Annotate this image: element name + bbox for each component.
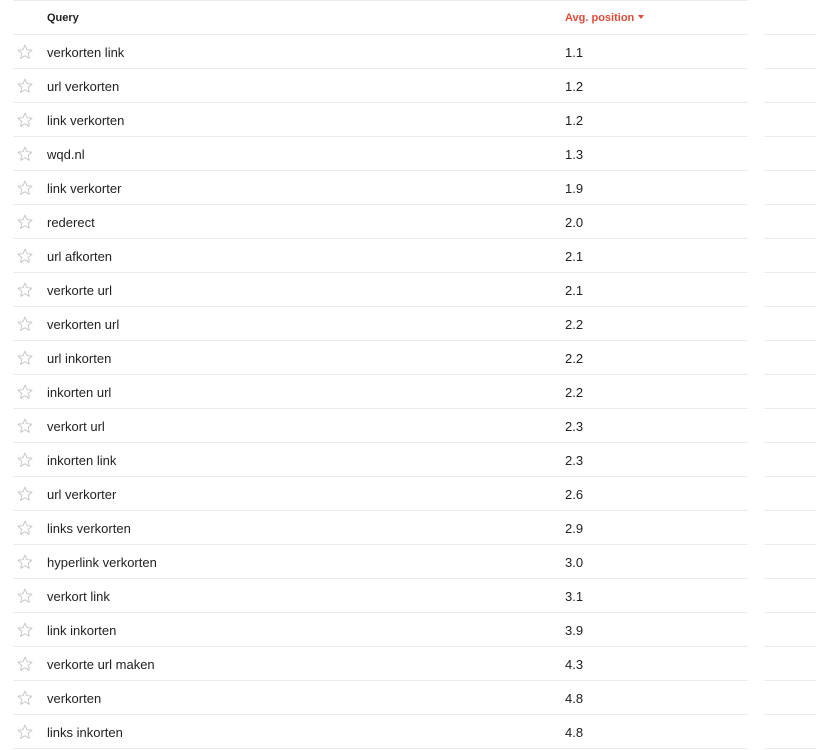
query-cell[interactable]: verkorten (47, 691, 102, 706)
row-divider (764, 306, 816, 307)
query-cell[interactable]: rederect (47, 215, 95, 230)
query-cell[interactable]: hyperlink verkorten (47, 555, 157, 570)
query-cell[interactable]: verkort link (47, 589, 110, 604)
avg-position-cell: 1.1 (565, 45, 584, 60)
avg-position-cell: 2.2 (565, 317, 584, 332)
row-divider (764, 102, 816, 103)
query-cell[interactable]: url verkorter (47, 487, 117, 502)
table-row[interactable] (13, 613, 748, 647)
query-cell[interactable]: links inkorten (47, 725, 123, 740)
query-cell[interactable]: verkorten link (47, 45, 125, 60)
table-row[interactable] (13, 205, 748, 239)
avg-position-cell: 2.6 (565, 487, 584, 502)
row-divider (764, 204, 816, 205)
avg-position-cell: 2.9 (565, 521, 584, 536)
queries-table (13, 0, 748, 749)
query-cell[interactable]: url afkorten (47, 249, 113, 264)
query-cell[interactable]: verkorte url (47, 283, 113, 298)
avg-position-cell: 2.3 (565, 453, 584, 468)
avg-position-cell: 4.8 (565, 725, 584, 740)
row-divider (764, 136, 816, 137)
star-outline-icon[interactable] (16, 689, 34, 707)
query-cell[interactable]: link verkorten (47, 113, 125, 128)
row-divider (764, 374, 816, 375)
table-row[interactable] (13, 35, 748, 69)
star-outline-icon[interactable] (16, 485, 34, 503)
query-cell[interactable]: url inkorten (47, 351, 112, 366)
row-divider (764, 544, 816, 545)
star-outline-icon[interactable] (16, 179, 34, 197)
table-body (13, 35, 748, 749)
table-row[interactable] (13, 647, 748, 681)
star-outline-icon[interactable] (16, 77, 34, 95)
table-row[interactable] (13, 511, 748, 545)
table-row[interactable] (13, 579, 748, 613)
avg-position-cell: 4.3 (565, 657, 584, 672)
table-row[interactable] (13, 341, 748, 375)
table-row[interactable] (13, 715, 748, 749)
sort-descending-arrow-icon (638, 15, 644, 19)
table-row[interactable] (13, 239, 748, 273)
avg-position-cell: 3.0 (565, 555, 584, 570)
avg-position-cell: 2.3 (565, 419, 584, 434)
query-cell[interactable]: verkort url (47, 419, 105, 434)
table-row[interactable] (13, 273, 748, 307)
star-outline-icon[interactable] (16, 111, 34, 129)
table-row[interactable] (13, 171, 748, 205)
star-outline-icon[interactable] (16, 621, 34, 639)
star-outline-icon[interactable] (16, 247, 34, 265)
adjacent-column-partial (764, 0, 816, 750)
avg-position-cell: 1.3 (565, 147, 584, 162)
query-cell[interactable]: links verkorten (47, 521, 131, 536)
row-divider (764, 238, 816, 239)
row-divider (764, 476, 816, 477)
star-outline-icon[interactable] (16, 383, 34, 401)
row-divider (764, 68, 816, 69)
star-outline-icon[interactable] (16, 553, 34, 571)
row-divider (764, 748, 816, 749)
avg-position-cell: 2.1 (565, 249, 584, 264)
star-outline-icon[interactable] (16, 417, 34, 435)
row-divider (764, 680, 816, 681)
row-divider (764, 34, 816, 35)
query-cell[interactable]: link inkorten (47, 623, 117, 638)
table-row[interactable] (13, 307, 748, 341)
query-cell[interactable]: inkorten link (47, 453, 117, 468)
row-divider (764, 340, 816, 341)
table-row[interactable] (13, 681, 748, 715)
row-divider (764, 408, 816, 409)
star-outline-icon[interactable] (16, 281, 34, 299)
table-row[interactable] (13, 137, 748, 171)
table-row[interactable] (13, 477, 748, 511)
avg-position-cell: 2.0 (565, 215, 584, 230)
row-divider (764, 272, 816, 273)
star-outline-icon[interactable] (16, 655, 34, 673)
row-divider (764, 646, 816, 647)
star-outline-icon[interactable] (16, 213, 34, 231)
table-row[interactable] (13, 375, 748, 409)
table-row[interactable] (13, 443, 748, 477)
avg-position-cell: 2.2 (565, 385, 584, 400)
star-outline-icon[interactable] (16, 451, 34, 469)
star-outline-icon[interactable] (16, 145, 34, 163)
avg-position-cell: 2.1 (565, 283, 584, 298)
avg-position-cell: 1.9 (565, 181, 584, 196)
table-header (13, 0, 748, 35)
star-outline-icon[interactable] (16, 587, 34, 605)
avg-position-cell: 1.2 (565, 113, 584, 128)
table-row[interactable] (13, 103, 748, 137)
row-divider (764, 442, 816, 443)
star-outline-icon[interactable] (16, 349, 34, 367)
avg-position-cell: 4.8 (565, 691, 584, 706)
query-cell[interactable]: link verkorter (47, 181, 122, 196)
avg-position-cell: 2.2 (565, 351, 584, 366)
column-header-avg-position[interactable] (565, 12, 644, 24)
row-divider (764, 170, 816, 171)
query-cell[interactable]: inkorten url (47, 385, 112, 400)
star-outline-icon[interactable] (16, 519, 34, 537)
query-cell[interactable]: verkorte url maken (47, 657, 155, 672)
table-row[interactable] (13, 69, 748, 103)
star-outline-icon[interactable] (16, 723, 34, 741)
table-row[interactable] (13, 409, 748, 443)
table-row[interactable] (13, 545, 748, 579)
avg-position-cell: 1.2 (565, 79, 584, 94)
row-divider (764, 714, 816, 715)
row-divider (764, 612, 816, 613)
column-header-avg-position-label: Avg. position (565, 12, 635, 24)
query-cell[interactable]: wqd.nl (47, 147, 85, 162)
star-outline-icon[interactable] (16, 43, 34, 61)
avg-position-cell: 3.1 (565, 589, 584, 604)
row-divider (764, 578, 816, 579)
column-header-query[interactable]: Query (47, 12, 79, 24)
query-cell[interactable]: verkorten url (47, 317, 120, 332)
star-outline-icon[interactable] (16, 315, 34, 333)
query-cell[interactable]: url verkorten (47, 79, 120, 94)
avg-position-cell: 3.9 (565, 623, 584, 638)
row-divider (764, 510, 816, 511)
